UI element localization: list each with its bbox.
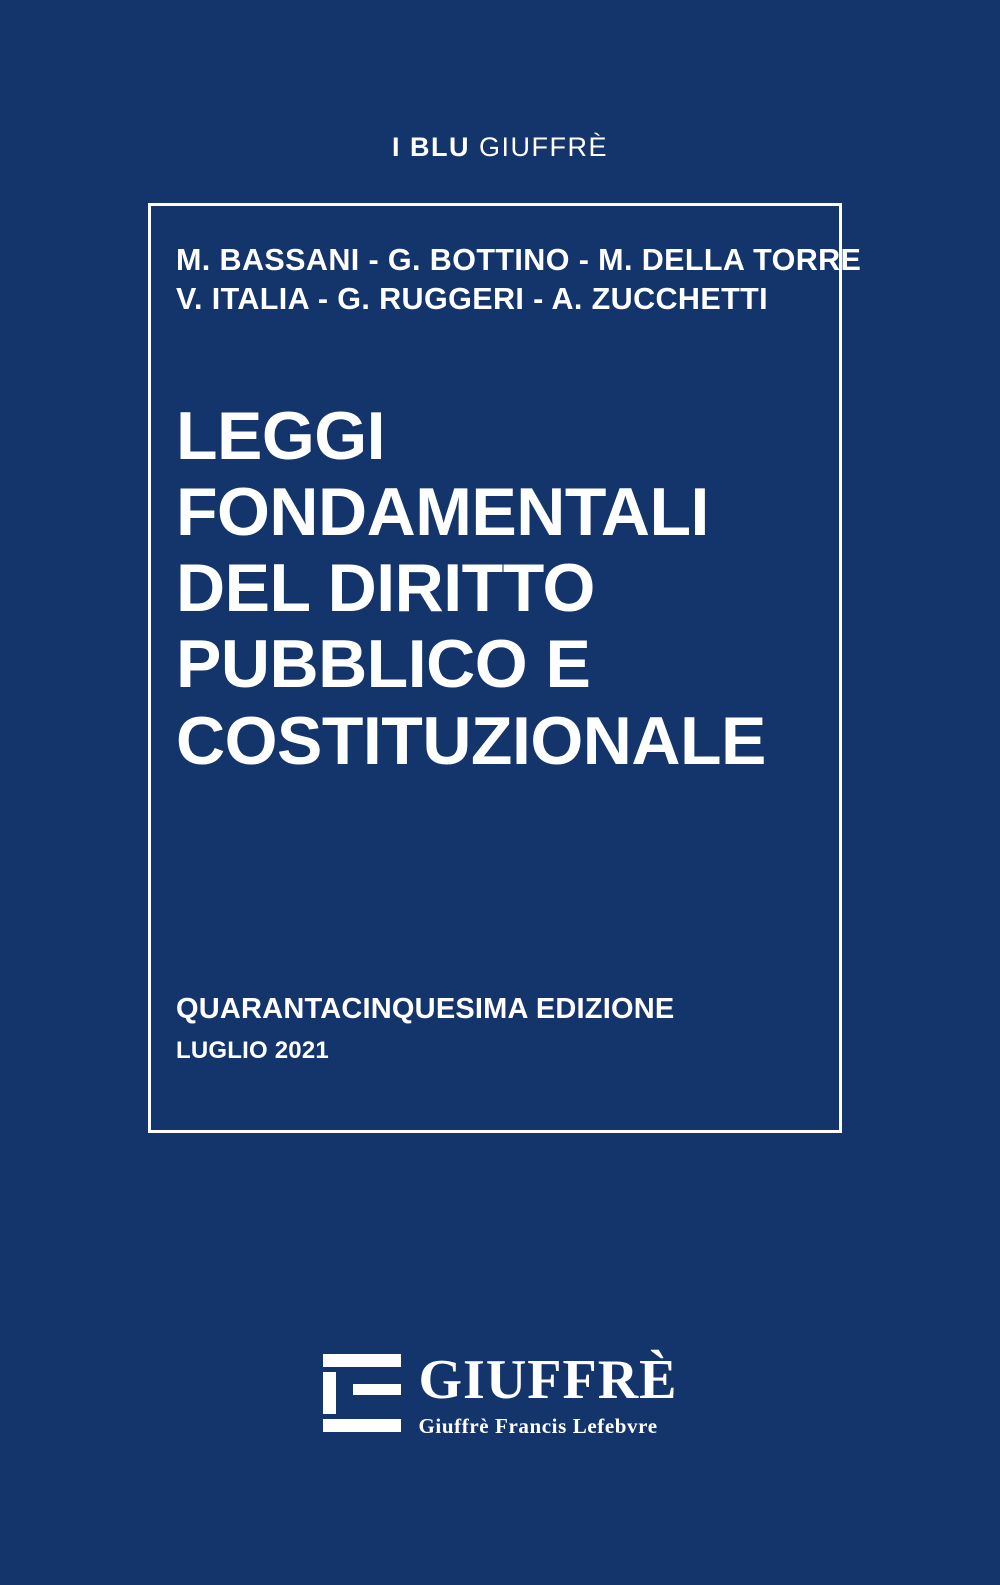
title-line-5: COSTITUZIONALE xyxy=(176,702,766,779)
authors-block xyxy=(176,241,862,319)
title-line-4: PUBBLICO E xyxy=(176,626,591,703)
edition-label: QUARANTACINQUESIMA EDIZIONE xyxy=(176,993,675,1025)
title-line-3: DEL DIRITTO xyxy=(176,550,595,627)
cover-content xyxy=(176,203,862,1133)
publisher-text xyxy=(418,1349,678,1439)
collection-name-strong: I BLU xyxy=(391,132,470,162)
giuffre-mark-icon xyxy=(323,1354,401,1432)
book-title xyxy=(176,398,816,779)
publisher-name: GIUFFRÈ xyxy=(418,1349,678,1411)
collection-name-light: GIUFFRÈ xyxy=(479,132,608,162)
edition-date: LUGLIO 2021 xyxy=(176,1037,329,1064)
collection-line xyxy=(0,132,1000,163)
title-line-2: FONDAMENTALI xyxy=(176,474,709,551)
title-line-1: LEGGI xyxy=(176,398,386,474)
authors-line-1: M. BASSANI - G. BOTTINO - M. DELLA TORRE xyxy=(176,243,862,277)
publisher-logo xyxy=(0,1349,1000,1439)
authors-line-2: V. ITALIA - G. RUGGERI - A. ZUCCHETTI xyxy=(176,282,769,317)
publisher-subtitle: Giuffrè Francis Lefebvre xyxy=(418,1414,658,1438)
edition-block xyxy=(176,993,816,1065)
